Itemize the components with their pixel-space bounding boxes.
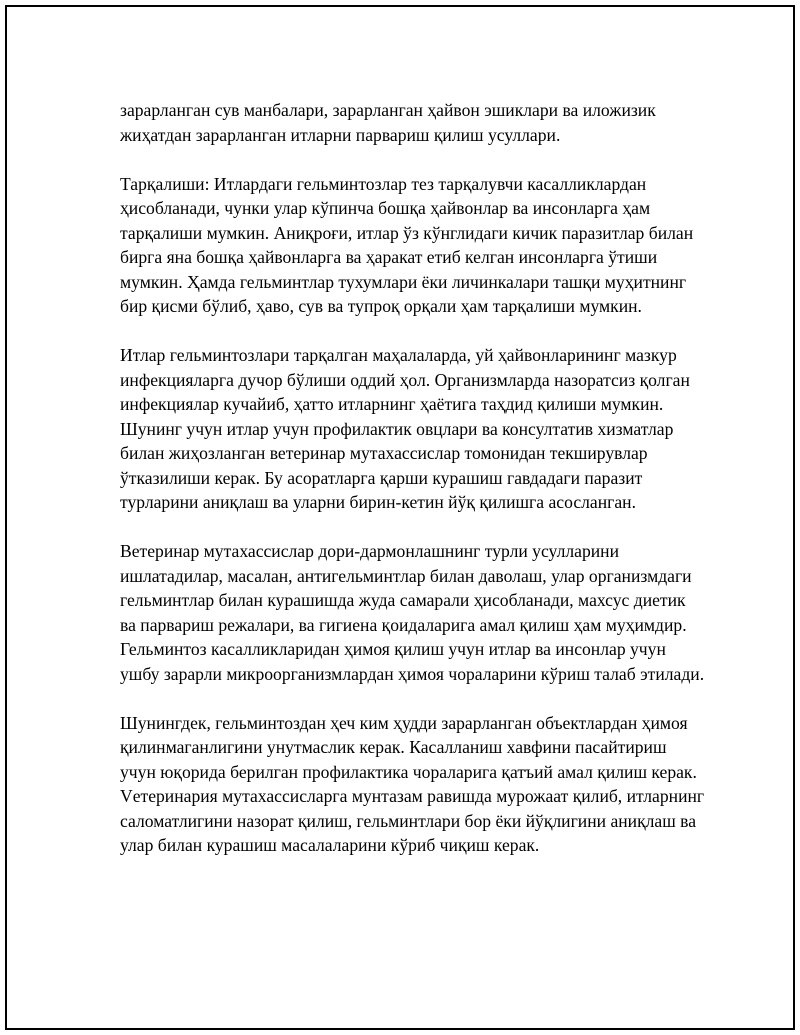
paragraph-2: Тарқалиши: Итлардаги гельминтозлар тез тарқалувчи касалликлардан ҳисобланади, чунки улар кўпинча бошқа ҳайвонлар ва инсонларга ҳам тарқалиши мумкин. Аниқроғи, итлар ўз кўнглидаги кичик паразитлар билан бирга яна бошқа ҳайвонларга ва ҳаракат етиб келган инсонларга ўтиши мумкин. Ҳамда гельминтлар тухумлари ёки личинкалари ташқи муҳитнинг бир қисми бўлиб, ҳаво, сув ва тупроқ орқали ҳам тарқалиши мумкин. [120,173,694,316]
paragraph-4: Ветеринар мутахассислар дори-дармонлашнинг турли усулларини ишлатадилар, масалан, антигельминтлар билан даволаш, улар организмдаги гельминтлар билан курашишда жуда самарали ҳисобланади, махсус диетик ва парвариш режалари, ва гигиена қоидаларига амал қилиш ҳам муҳимдир. Гельминтоз касалликларидан ҳимоя қилиш учун итлар ва инсонлар учун ушбу зарарли микроорганизмлардан ҳимоя чораларини кўриш талаб этилади. [120,541,705,684]
document-body [120,98,705,858]
paragraph-1: зарарланган сув манбалари, зарарланган ҳайвон эшиклари ва иложизик жиҳатдан зарарланган итларни парвариш қилиш усуллари. [120,100,656,145]
paragraph-5: Шунингдек, гельминтоздан ҳеч ким ҳудди зарарланган объектлардан ҳимоя қилинмаганлигини унутмаслик керак. Касалланиш хавфини пасайтириш учун юқорида берилган профилактика чораларига қатъий амал қилиш керак. Vетеринария мутахассисларга мунтазам равишда мурожаат қилиб, итларнинг саломатлигини назорат қилиш, гельминтлари бор ёки йўқлигини аниқлаш ва улар билан курашиш масалаларини кўриб чиқиш керак. [120,712,705,855]
page-frame [5,5,795,1030]
paragraph-3: Итлар гельминтозлари тарқалган маҳалаларда, уй ҳайвонларининг мазкур инфекцияларга дучор бўлиши оддий ҳол. Организмларда назоратсиз қолган инфекциялар кучайиб, ҳатто итларнинг ҳаётига таҳдид қилиши мумкин. Шунинг учун итлар учун профилактик овцлари ва консултатив хизматлар билан жиҳозланган ветеринар мутахассислар томонидан текширувлар ўтказилиши керак. Бу асоратларга қарши курашиш гавдадаги паразит турларини аниқлаш ва уларни бирин-кетин йўқ қилишга асосланган. [120,345,690,512]
